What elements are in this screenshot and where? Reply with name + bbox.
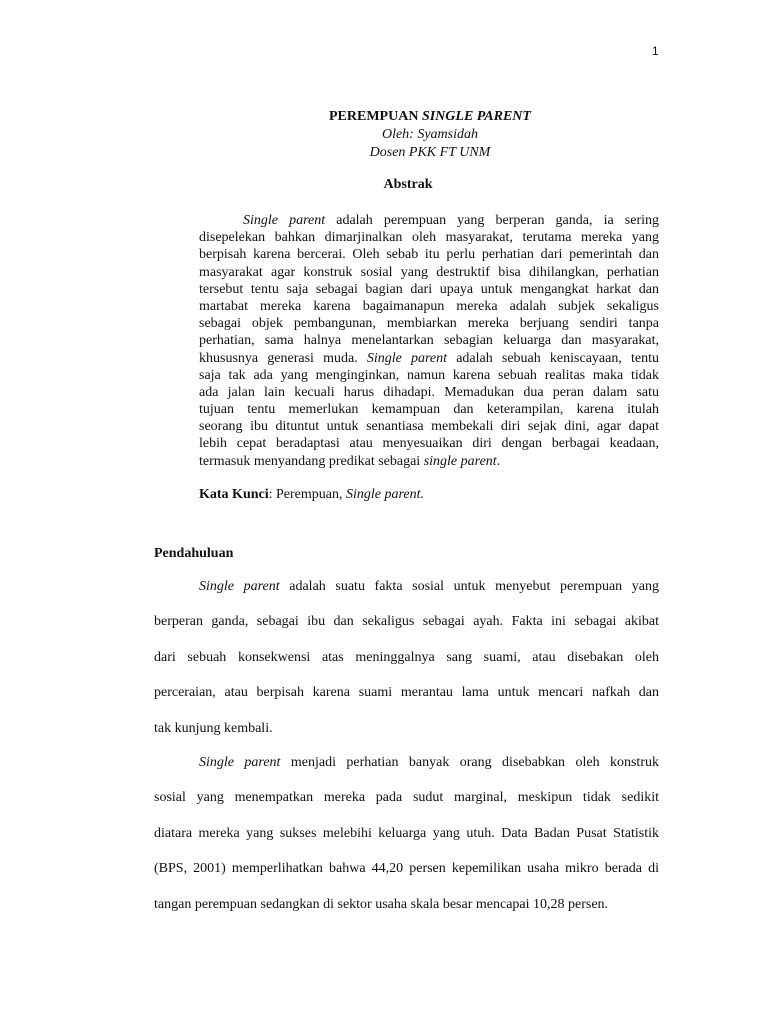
text-line — [199, 264, 659, 281]
italic-term: Single parent — [366, 350, 448, 366]
title-plain: PEREMPUAN — [329, 109, 422, 124]
text-segment: adalah perempuan yang berperan ganda, ia sering — [325, 213, 660, 228]
text-segment: . — [496, 453, 501, 469]
affiliation-line: Dosen PKK FT UNM — [369, 145, 491, 160]
author-line: Oleh: Syamsidah — [381, 127, 479, 142]
text-line — [154, 896, 659, 931]
keywords-plain: Perempuan, — [276, 487, 346, 502]
document-title — [0, 108, 768, 126]
page-number: 1 — [652, 44, 659, 58]
text-segment: diatara mereka yang sukses melebihi keluarga yang utuh. Data Badan Pusat Statistik — [154, 825, 659, 841]
text-line — [199, 350, 659, 367]
text-segment: menjadi perhatian banyak orang disebabkan oleh konstruk — [280, 755, 659, 770]
section-heading-introduction: Pendahuluan — [154, 546, 234, 561]
text-segment: saja tak ada yang menginginkan, namun karena sebuah realitas maka tidak — [199, 367, 659, 383]
title-italic: SINGLE PARENT — [421, 109, 531, 124]
text-segment: adalah suatu fakta sosial untuk menyebut perempuan yang — [279, 579, 659, 594]
italic-term: Single parent — [243, 213, 326, 228]
text-line — [154, 720, 659, 755]
text-segment: sosial yang menempatkan mereka pada sudut marginal, meskipun tidak sedikit — [154, 790, 659, 806]
text-segment: martabat mereka karena bagaimanapun mereka adalah subjek sekaligus — [199, 298, 659, 314]
text-segment: perceraian, atau berpisah karena suami merantau lama untuk mencari nafkah dan — [154, 685, 659, 701]
text-line — [154, 613, 659, 648]
text-line — [199, 298, 659, 315]
text-line — [199, 281, 659, 298]
text-segment: termasuk menyandang predikat sebagai — [199, 453, 424, 469]
text-line — [154, 578, 659, 613]
text-segment: perhatian, sama halnya menelantarkan sebagian keluarga dan masyarakat, — [199, 333, 659, 349]
keywords-separator: : — [268, 487, 277, 502]
text-line — [154, 754, 659, 789]
text-line — [199, 367, 659, 384]
text-line — [199, 384, 659, 401]
text-line — [154, 684, 659, 719]
text-line — [199, 435, 659, 452]
italic-term: Single parent — [199, 579, 280, 594]
text-segment: berperan ganda, sebagai ibu dan sekaligus sebagai ayah. Fakta ini sebagai akibat — [154, 614, 659, 630]
text-segment: ada jalan lain kecuali harus dihadapi. Memadukan dua peran dalam satu — [199, 384, 659, 400]
italic-term: single parent — [423, 453, 497, 469]
text-line — [199, 418, 659, 435]
text-line — [154, 825, 659, 860]
text-segment: disepelekan bahkan dimarjinalkan oleh masyarakat, terutama mereka yang — [199, 230, 659, 246]
text-segment: lebih cepat beradaptasi atau menyesuaikan diri dengan berbagai keadaan, — [199, 436, 659, 452]
abstract-text — [199, 212, 659, 470]
text-segment: adalah sebuah keniscayaan, tentu — [447, 350, 659, 366]
text-segment: tersebut tentu saja sebagai bagian dari upaya untuk mengangkat harkat dan — [199, 281, 659, 297]
text-segment: berpisah karena bercerai. Oleh sebab itu perlu perhatian dari pemerintah dan — [199, 247, 659, 263]
italic-term: Single parent — [199, 755, 281, 770]
text-line — [199, 332, 659, 349]
title-block — [0, 108, 768, 162]
keywords-label: Kata Kunci — [199, 487, 269, 502]
text-line — [199, 229, 659, 246]
text-segment: tujuan tentu memerlukan kemampuan dan keterampilan, karena itulah — [199, 402, 659, 418]
text-segment: sebagai objek pembangunan, membiarkan mereka berjuang sendiri tanpa — [199, 316, 659, 332]
text-line — [154, 789, 659, 824]
text-segment: tak kunjung kembali. — [154, 720, 273, 736]
text-line — [154, 860, 659, 895]
text-segment: khususnya generasi muda. — [199, 350, 367, 366]
abstract-heading: Abstrak — [383, 177, 433, 192]
text-segment: (BPS, 2001) memperlihatkan bahwa 44,20 persen kepemilikan usaha mikro berada di — [154, 861, 659, 877]
text-line — [199, 401, 659, 418]
intro-paragraph-1 — [154, 578, 659, 755]
text-segment: tangan perempuan sedangkan di sektor usaha skala besar mencapai 10,28 persen. — [154, 896, 609, 912]
text-line — [199, 246, 659, 263]
text-line — [199, 212, 659, 229]
keywords-italic: Single parent. — [346, 487, 425, 502]
text-segment: masyarakat agar konstruk sosial yang destruktif bisa dihilangkan, perhatian — [199, 264, 659, 280]
text-line — [154, 649, 659, 684]
text-line — [199, 315, 659, 332]
text-segment: seorang ibu dituntut untuk senantiasa membekali diri sejak dini, agar dapat — [199, 419, 659, 435]
intro-paragraph-2 — [154, 754, 659, 931]
keywords — [199, 487, 424, 503]
text-segment: dari sebuah konsekwensi atas meninggalnya sang suami, atau disebakan oleh — [154, 649, 659, 665]
text-line — [199, 453, 659, 470]
